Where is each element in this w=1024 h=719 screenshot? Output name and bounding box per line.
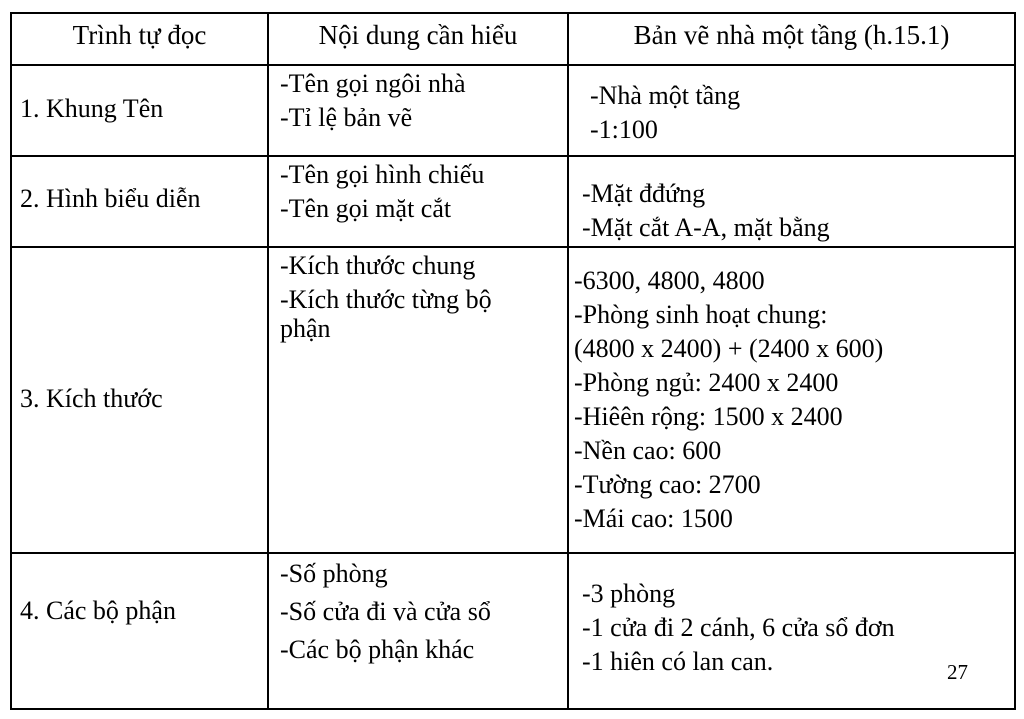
list-item: -Tên gọi ngôi nhà <box>280 69 466 98</box>
list-item: (4800 x 2400) + (2400 x 600) <box>574 334 884 363</box>
list-item: -Kích thước chung <box>280 251 476 280</box>
reading-order-table <box>10 12 1016 710</box>
list-item: -1 hiên có lan can. <box>582 647 774 676</box>
list-item: -Mặt cắt A-A, mặt bằng <box>582 213 830 242</box>
list-item: -Tường cao: 2700 <box>574 470 761 499</box>
list-item: -Mặt đđứng <box>582 179 706 208</box>
row-1-step: 1. Khung Tên <box>20 94 164 123</box>
row-3-drawing <box>574 264 883 536</box>
list-item: -6300, 4800, 4800 <box>574 266 765 295</box>
row-divider <box>12 64 1014 66</box>
column-divider <box>267 14 269 708</box>
list-item: -1 cửa đi 2 cánh, 6 cửa sổ đơn <box>582 613 895 642</box>
list-item: -Kích thước từng bộ <box>280 285 492 314</box>
list-item: -Nhà một tầng <box>590 81 741 110</box>
row-divider <box>12 246 1014 248</box>
list-item: -Tên gọi hình chiếu <box>280 160 485 189</box>
row-4-drawing <box>582 577 895 679</box>
list-item: -Phòng sinh hoạt chung: <box>574 300 828 329</box>
row-2-step: 2. Hình biểu diễn <box>20 184 201 213</box>
row-4-content <box>280 557 491 667</box>
list-item: -Tỉ lệ bản vẽ <box>280 103 413 132</box>
list-item: -1:100 <box>590 115 658 144</box>
row-2-content <box>280 158 484 226</box>
row-1-drawing <box>590 79 740 147</box>
list-item: -Phòng ngủ: 2400 x 2400 <box>574 368 839 397</box>
row-2-drawing <box>582 177 830 245</box>
row-3-step: 3. Kích thước <box>20 384 163 413</box>
header-content: Nội dung cần hiểu <box>318 20 518 50</box>
header-reading-order: Trình tự đọc <box>72 20 207 50</box>
row-4-step: 4. Các bộ phận <box>20 596 176 625</box>
list-item: -Hiêên rộng: 1500 x 2400 <box>574 402 843 431</box>
row-divider <box>12 155 1014 157</box>
list-item: -Các bộ phận khác <box>280 635 475 664</box>
row-3-content <box>280 249 492 341</box>
column-divider <box>567 14 569 708</box>
list-item: -Tên gọi mặt cắt <box>280 194 452 223</box>
list-item: -3 phòng <box>582 579 676 608</box>
list-item: -Số phòng <box>280 559 388 588</box>
row-1-content <box>280 67 466 135</box>
list-item: -Nền cao: 600 <box>574 436 722 465</box>
list-item: phận <box>280 314 331 343</box>
row-divider <box>12 552 1014 554</box>
page-number: 27 <box>947 660 968 684</box>
list-item: -Số cửa đi và cửa sổ <box>280 597 491 626</box>
header-drawing: Bản vẽ nhà một tầng (h.15.1) <box>633 20 950 50</box>
list-item: -Mái cao: 1500 <box>574 504 733 533</box>
